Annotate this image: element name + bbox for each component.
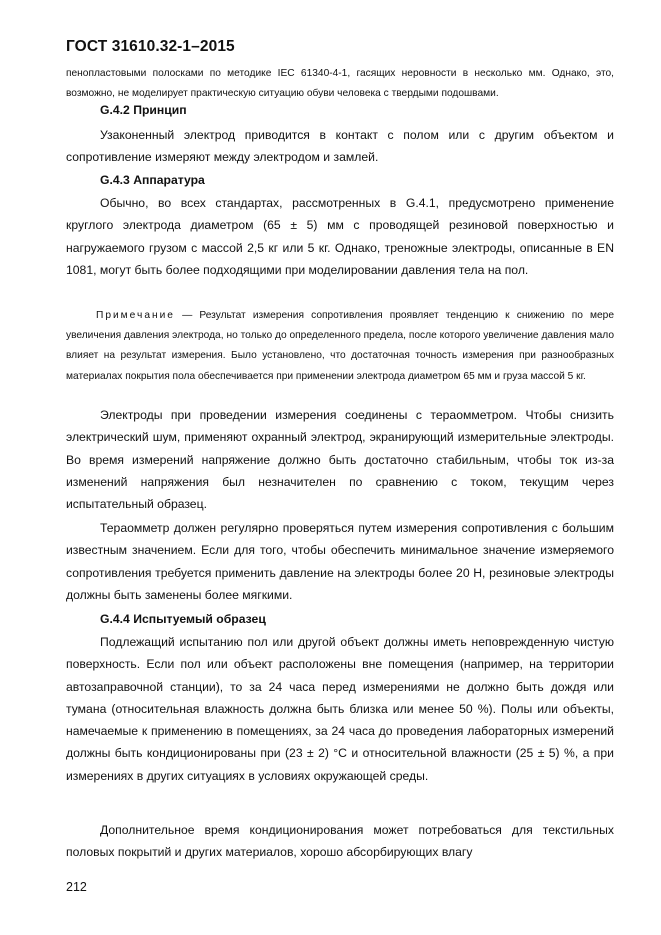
note-label: Примечание — [96, 310, 175, 321]
document-header: ГОСТ 31610.32-1–2015 — [66, 38, 235, 55]
section-heading-g43: G.4.3 Аппаратура — [100, 173, 205, 187]
note-block — [66, 306, 614, 387]
paragraph-g42-1: Узаконенный электрод приводится в контакт с полом или с другим объектом и сопротивление измеряют между электродом и замлей. — [66, 128, 614, 165]
continuation-text: пенопластовыми полосками по методике IEC 61340-4-1, гасящих неровности в несколько мм. Однако, это, возможно, не моделирует практическую ситуацию обуви человека с твердыми подошвами. — [66, 68, 614, 99]
paragraph-g44-1: Подлежащий испытанию пол или другой объект должны иметь неповрежденную чистую поверхность. Если пол или объект расположены вне помещения (например, на территории автозаправочной станции), то за 24 часа перед измерениями не должно быть дождя или тумана (относительная влажность должна быть близка или менее 50 %). Полы или объекты, намечаемые к применению в помещениях, за 24 часа до проведения лабораторных измерений должны быть кондиционированы при (23 ± 2) °С и относительной влажности (25 ± 5) %, а при измерениях в других ситуациях в условиях окружающей среды. — [66, 635, 614, 783]
paragraph-g43-3: Тераомметр должен регулярно проверяться путем измерения сопротивления с большим известным значением. Если для того, чтобы обеспечить минимальное значение измеряемого сопротивления требуется применить давление на электроды более 20 Н, резиновые электроды должны быть заменены более мягкими. — [66, 521, 614, 602]
paragraph-g43-1: Обычно, во всех стандартах, рассмотренных в G.4.1, предусмотрено применение круглого электрода диаметром (65 ± 5) мм с проводящей резиновой поверхностью и нагружаемого грузом с массой 2,5 кг или 5 кг. Однако, треножные электроды, описанные в EN 1081, могут быть более подходящими при моделировании давления тела на пол. — [66, 196, 614, 277]
section-heading-g44: G.4.4 Испытуемый образец — [100, 612, 266, 626]
note-text: — Результат измерения сопротивления проявляет тенденцию к снижению по мере увеличения давления электрода, но только до определенного предела, после которого увеличение давления мало влияет на результат измерения. Было установлено, что достаточная точность измерения при разнообразных материалах покрытия пола обеспечивается при применении электрода диаметром 65 мм и груза массой 5 кг. — [66, 310, 614, 382]
paragraph-g44-2: Дополнительное время кондиционирования может потребоваться для текстильных половых покрытий и других материалов, хорошо абсорбирующих влагу — [66, 823, 614, 860]
section-heading-g42: G.4.2 Принцип — [100, 103, 187, 117]
paragraph-g43-2: Электроды при проведении измерения соединены с тераомметром. Чтобы снизить электрический шум, применяют охранный электрод, экранирующий измерительные электроды. Во время измерений напряжение должно быть достаточно стабильным, чтобы ток из-за изменений напряжения был незначителен по сравнению с током, текущим через испытательный образец. — [66, 408, 614, 512]
page-number: 212 — [66, 880, 87, 894]
